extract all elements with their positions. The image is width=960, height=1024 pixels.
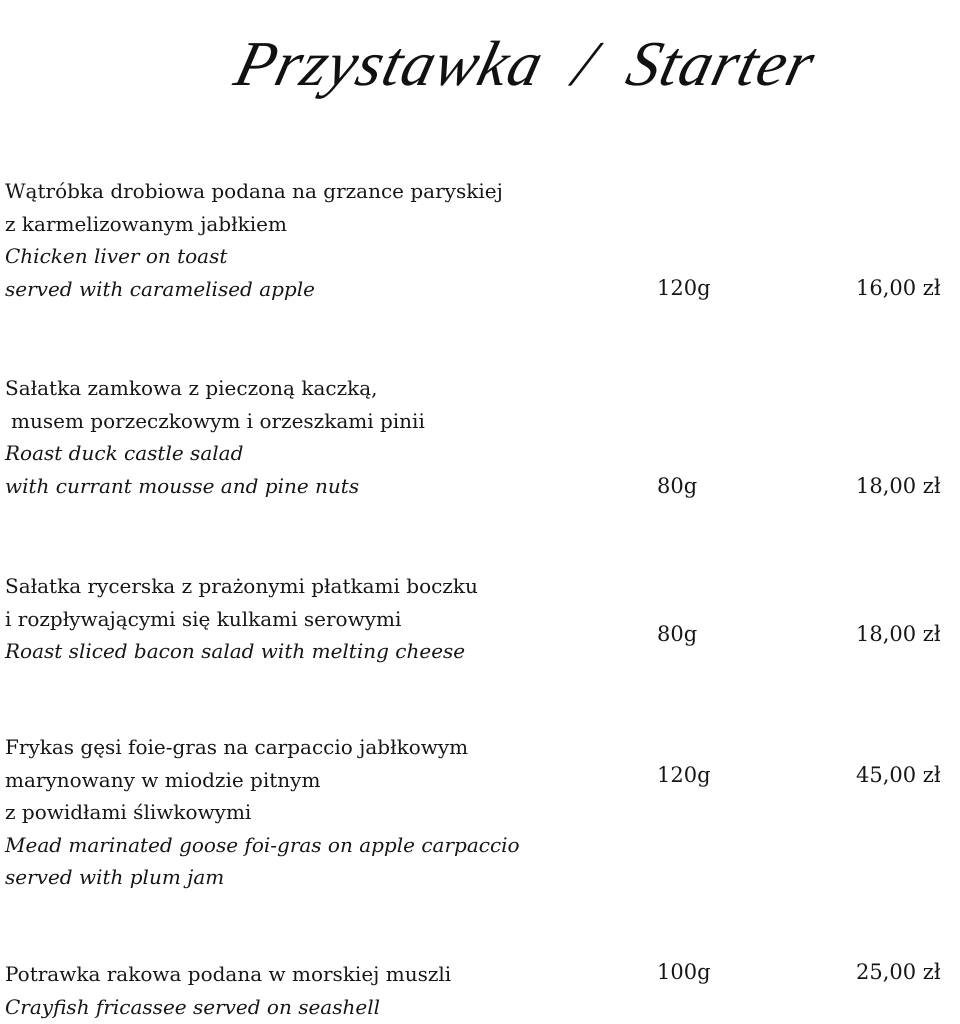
menu-item-foie-gras bbox=[5, 731, 960, 894]
title-english: Starter bbox=[620, 28, 823, 99]
menu-item-description bbox=[5, 958, 625, 1023]
menu-item-description bbox=[5, 731, 625, 894]
item-name-english-line: Crayfish fricassee served on seashell bbox=[5, 994, 380, 1019]
item-name-english-line: Chicken liver on toast bbox=[5, 244, 228, 268]
item-price: 16,00 zł bbox=[856, 276, 941, 300]
menu-item-crayfish bbox=[5, 958, 960, 1023]
item-price: 45,00 zł bbox=[856, 763, 941, 787]
title-separator: / bbox=[567, 28, 604, 99]
item-name-polish-line: Sałatka rycerska z prażonymi płatkami boczku bbox=[5, 574, 478, 598]
item-weight: 80g bbox=[657, 474, 698, 498]
item-name-polish-line: Frykas gęsi foie-gras na carpaccio jabłkowym bbox=[5, 735, 469, 759]
item-name-polish-line: z karmelizowanym jabłkiem bbox=[5, 211, 287, 236]
item-name-english-line: served with caramelised apple bbox=[5, 276, 315, 301]
menu-item-description bbox=[5, 372, 625, 502]
item-weight: 100g bbox=[657, 960, 711, 984]
item-name-polish-line: i rozpływającymi się kulkami serowymi bbox=[5, 606, 402, 631]
menu-item-bacon-salad bbox=[5, 570, 960, 668]
menu-item-description bbox=[5, 175, 625, 305]
item-weight: 120g bbox=[657, 276, 711, 300]
menu-section-title bbox=[222, 4, 892, 124]
menu-item-chicken-liver bbox=[5, 175, 960, 305]
item-name-polish-line: z powidłami śliwkowymi bbox=[5, 800, 252, 824]
item-price: 18,00 zł bbox=[856, 474, 941, 498]
menu-item-description bbox=[5, 570, 625, 668]
item-name-polish-line: marynowany w miodzie pitnym bbox=[5, 767, 321, 792]
item-weight: 120g bbox=[657, 763, 711, 787]
title-polish: Przystawka bbox=[228, 28, 552, 99]
item-price: 25,00 zł bbox=[856, 960, 941, 984]
item-name-polish-line: Wątróbka drobiowa podana na grzance paryskiej bbox=[5, 179, 503, 203]
item-name-polish-line: Sałatka zamkowa z pieczoną kaczką, bbox=[5, 376, 378, 400]
menu-item-duck-salad bbox=[5, 372, 960, 502]
item-name-english-line: Roast duck castle salad bbox=[5, 441, 244, 465]
item-weight: 80g bbox=[657, 622, 698, 646]
item-price: 18,00 zł bbox=[856, 622, 941, 646]
item-name-english-line: served with plum jam bbox=[5, 865, 225, 889]
item-name-english-line: Roast sliced bacon salad with melting cheese bbox=[5, 639, 466, 663]
item-name-polish-line: Potrawka rakowa podana w morskiej muszli bbox=[5, 962, 452, 986]
item-name-polish-line: musem porzeczkowym i orzeszkami pinii bbox=[11, 408, 425, 433]
item-name-english-line: with currant mousse and pine nuts bbox=[5, 473, 360, 498]
item-name-english-line: Mead marinated goose foi-gras on apple carpaccio bbox=[5, 832, 520, 857]
